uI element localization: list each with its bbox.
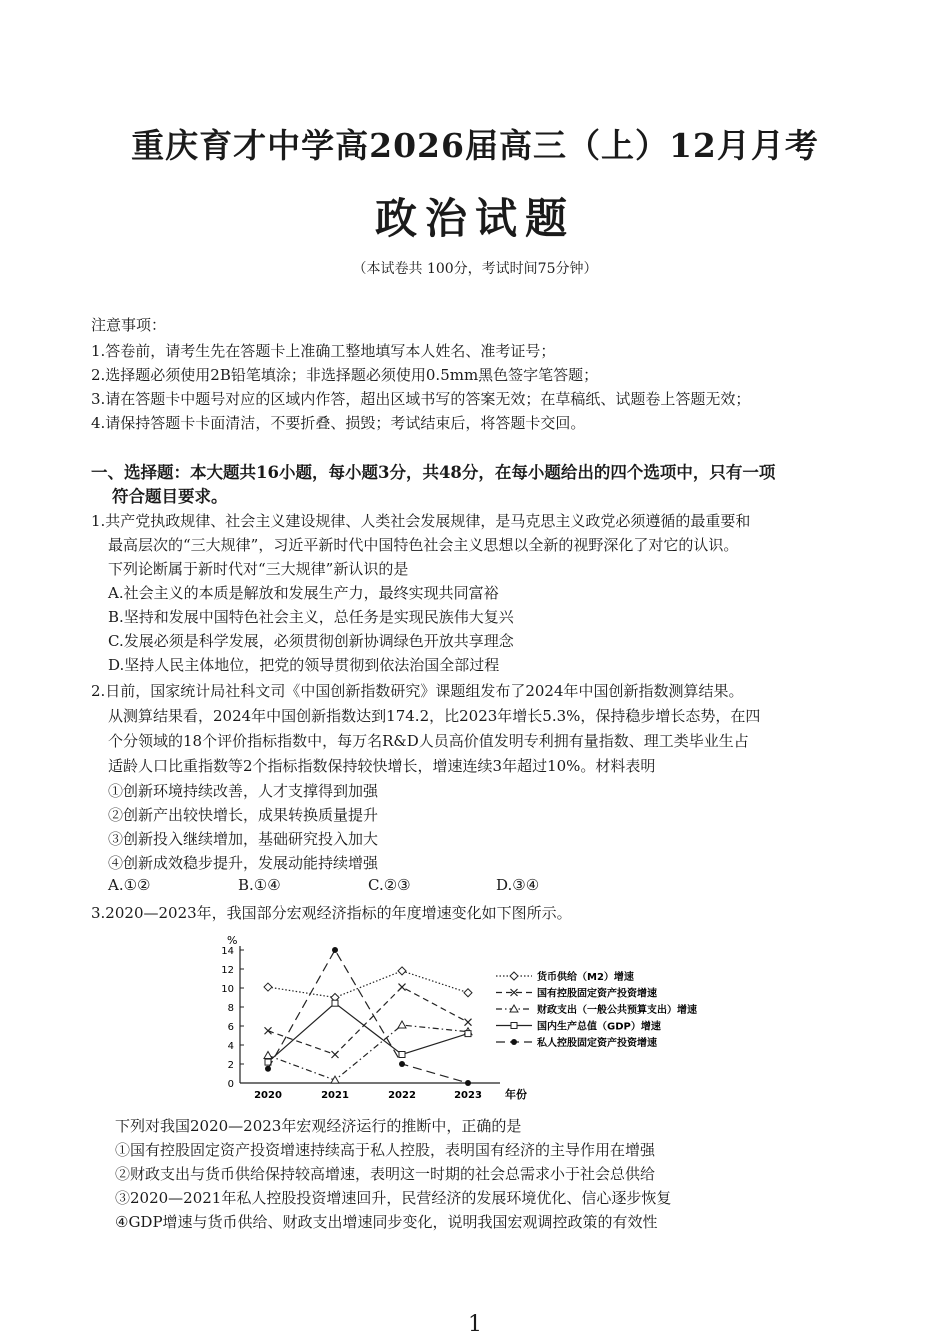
data-point — [465, 1019, 472, 1026]
q1-text: 1.共产党执政规律、社会主义建设规律、人类社会发展规律，是马克思主义政党必须遵循的最重要和 — [91, 512, 751, 530]
x-tick-label: 2022 — [388, 1090, 416, 1101]
series-3 — [264, 1021, 472, 1083]
legend-label: 货币供给（M2）增速 — [537, 972, 634, 983]
y-tick-label: 10 — [221, 984, 234, 995]
data-point — [399, 984, 406, 991]
data-point — [264, 983, 272, 991]
q1-option-b: B.坚持和发展中国特色社会主义，总任务是实现民族伟大复兴 — [108, 608, 514, 626]
q3-item: ④GDP增速与货币供给、财政支出增速同步变化，说明我国宏观调控政策的有效性 — [115, 1213, 658, 1231]
notice-item: 2.选择题必须使用2B铅笔填涂；非选择题必须使用0.5mm黑色签字笔答题； — [91, 366, 599, 384]
notice-heading: 注意事项： — [91, 316, 167, 334]
q3-item: ①国有控股固定资产投资增速持续高于私人控股，表明国有经济的主导作用在增强 — [115, 1141, 656, 1159]
series-line — [268, 1025, 468, 1080]
x-tick-label: 2023 — [454, 1090, 482, 1101]
notice-item: 4.请保持答题卡卡面清洁，不要折叠、损毁；考试结束后，将答题卡交回。 — [91, 414, 586, 432]
q2-item: ③创新投入继续增加，基础研究投入加大 — [108, 830, 379, 848]
legend-item — [496, 970, 634, 983]
legend-marker — [510, 972, 518, 980]
section-heading: 一、选择题：本大题共16小题，每小题3分，共48分，在每小题给出的四个选项中，只有一项 — [91, 463, 776, 482]
y-tick-label: 14 — [221, 946, 234, 957]
y-tick-label: 4 — [227, 1041, 234, 1052]
q3-intro: 3.2020—2023年，我国部分宏观经济指标的年度增速变化如下图所示。 — [91, 904, 572, 922]
q1-option-c: C.发展必须是科学发展，必须贯彻创新协调绿色开放共享理念 — [108, 632, 514, 650]
data-point — [332, 1051, 339, 1058]
data-point — [332, 1000, 338, 1006]
q2-option-a: A.①② — [108, 876, 151, 894]
section-heading-cont: 符合题目要求。 — [112, 487, 228, 506]
q1-text: 下列论断属于新时代对“三大规律”新认识的是 — [108, 560, 409, 578]
q2-text: 个分领域的18个评价指标指数中，每万名R&D人员高价值发明专利拥有量指数、理工类毕业生占 — [108, 732, 749, 750]
data-point — [399, 1052, 405, 1058]
data-point — [265, 1066, 271, 1072]
legend-item — [496, 987, 657, 1000]
q3-item: ③2020—2021年私人控股投资增速回升，民营经济的发展环境优化、信心逐步恢复 — [115, 1189, 672, 1207]
data-point — [264, 1051, 272, 1058]
y-tick-label: 12 — [221, 965, 234, 976]
legend-label: 私人控股固定资产投资增速 — [537, 1038, 657, 1049]
series-1 — [264, 967, 472, 1002]
subject-title: 政治试题 — [374, 194, 575, 243]
data-point — [464, 989, 472, 997]
q1-option-d: D.坚持人民主体地位，把党的领导贯彻到依法治国全部过程 — [108, 656, 500, 674]
series-4 — [265, 1000, 471, 1065]
series-line — [268, 950, 468, 1083]
q2-option-d: D.③④ — [496, 876, 540, 894]
series-line — [268, 987, 468, 1054]
legend-label: 国内生产总值（GDP）增速 — [537, 1021, 661, 1033]
legend-item — [496, 1020, 661, 1033]
data-point — [399, 1061, 405, 1067]
y-axis-unit: % — [227, 934, 238, 947]
q1-option-a: A.社会主义的本质是解放和发展生产力，最终实现共同富裕 — [108, 584, 499, 602]
y-tick-label: 0 — [227, 1079, 234, 1090]
y-tick-label: 8 — [227, 1003, 234, 1014]
data-point — [398, 1021, 406, 1028]
y-tick-label: 6 — [227, 1022, 234, 1033]
legend-label: 国有控股固定资产投资增速 — [537, 988, 657, 1000]
data-point — [398, 967, 406, 975]
q2-text: 2.日前，国家统计局社科文司《中国创新指数研究》课题组发布了2024年中国创新指数测算结果。 — [91, 682, 744, 700]
series-line — [268, 971, 468, 998]
data-point — [465, 1080, 471, 1086]
legend-marker — [511, 1039, 517, 1045]
series-2 — [265, 984, 472, 1058]
q3-lead: 下列对我国2020—2023年宏观经济运行的推断中，正确的是 — [115, 1117, 522, 1135]
page-number: 1 — [468, 1312, 482, 1337]
data-point — [465, 1031, 471, 1037]
x-tick-label: 2020 — [254, 1090, 282, 1101]
data-point — [332, 947, 338, 953]
x-tick-label: 2021 — [321, 1090, 349, 1101]
q2-text: 适龄人口比重指数等2个指标指数保持较快增长，增速连续3年超过10%。材料表明 — [108, 757, 656, 775]
legend-label: 财政支出（一般公共预算支出）增速 — [537, 1005, 697, 1016]
legend-item — [496, 1003, 697, 1016]
q1-text: 最高层次的“三大规律”，习近平新时代中国特色社会主义思想以全新的视野深化了对它的认识。 — [108, 536, 739, 554]
q2-option-b: B.①④ — [238, 876, 281, 894]
q2-item: ④创新成效稳步提升，发展动能持续增强 — [108, 854, 379, 872]
exam-note: （本试卷共 100分，考试时间75分钟） — [352, 261, 598, 277]
q2-option-c: C.②③ — [368, 876, 411, 894]
notice-item: 3.请在答题卡中题号对应的区域内作答，超出区域书写的答案无效；在草稿纸、试题卷上答题无效； — [91, 390, 751, 408]
x-axis-title: 年份 — [505, 1088, 527, 1101]
q2-item: ①创新环境持续改善，人才支撑得到加强 — [108, 782, 379, 800]
exam-title: 重庆育才中学高2026届高三（上）12月月考 — [131, 126, 819, 165]
q2-item: ②创新产出较快增长，成果转换质量提升 — [108, 806, 379, 824]
q3-item: ②财政支出与货币供给保持较高增速，表明这一时期的社会总需求小于社会总供给 — [115, 1165, 656, 1183]
q2-text: 从测算结果看，2024年中国创新指数达到174.2，比2023年增长5.3%，保持稳步增长态势，在四 — [108, 707, 761, 725]
legend-marker — [511, 1023, 517, 1029]
legend-item — [496, 1036, 657, 1049]
y-tick-label: 2 — [227, 1060, 234, 1071]
data-point — [265, 1027, 272, 1034]
macro-indicator-chart — [200, 928, 760, 1103]
notice-item: 1.答卷前，请考生先在答题卡上准确工整地填写本人姓名、准考证号； — [91, 342, 556, 360]
